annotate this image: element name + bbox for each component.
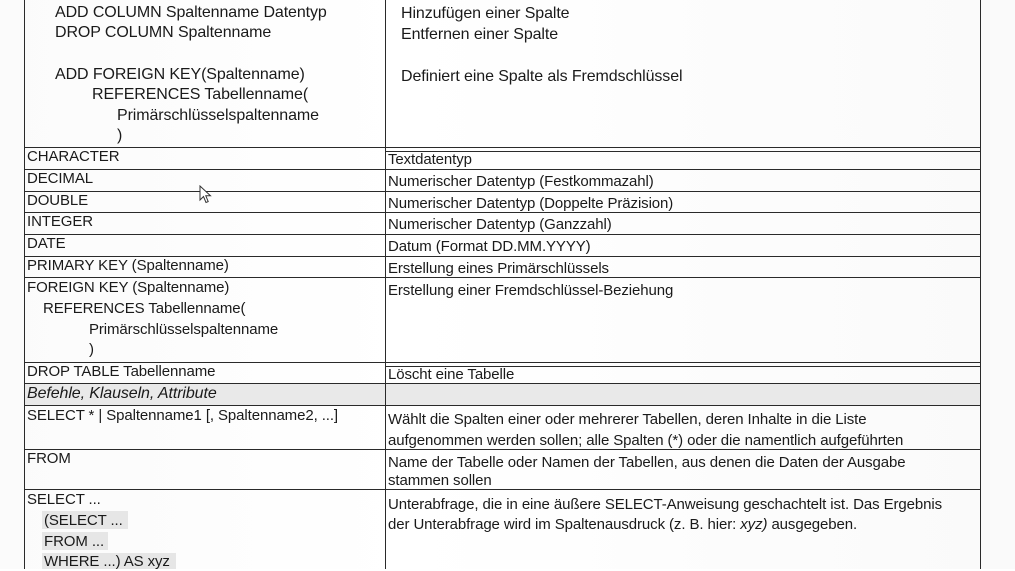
row-line [24, 489, 981, 490]
foreign-key-references: REFERENCES Tabellenname( [43, 300, 246, 317]
subquery-desc-text: der Unterabfrage wird im Spaltenausdruck (z. B. hier: [388, 516, 741, 533]
row-integer-desc: Numerischer Datentyp (Ganzzahl) [388, 216, 612, 233]
row-line [24, 147, 981, 148]
subquery-desc-alias: xyz) [740, 516, 768, 533]
section-header: Befehle, Klauseln, Attribute [27, 385, 217, 402]
row-line [24, 405, 981, 406]
subquery-desc-line-1: Unterabfrage, die in eine äußere SELECT-Anweisung geschachtelt ist. Das Ergebnis [388, 496, 942, 513]
row-character-desc: Textdatentyp [388, 151, 472, 168]
alter-add-foreign-key: ADD FOREIGN KEY(Spaltenname) [55, 66, 305, 83]
drop-table-desc: Löscht eine Tabelle [388, 366, 515, 383]
row-line [24, 169, 981, 170]
alter-drop-column: DROP COLUMN Spaltenname [55, 24, 272, 41]
alter-drop-column-desc: Entfernen einer Spalte [401, 26, 559, 43]
row-primary-key: PRIMARY KEY (Spaltenname) [27, 257, 229, 274]
alter-add-column-desc: Hinzufügen einer Spalte [401, 5, 570, 22]
row-decimal: DECIMAL [27, 170, 93, 187]
row-line [24, 234, 981, 235]
row-double: DOUBLE [27, 192, 89, 209]
subquery-where: WHERE ...) AS xyz [44, 553, 170, 570]
row-double-desc: Numerischer Datentyp (Doppelte Präzision) [388, 195, 674, 212]
alter-primary-key-column: Primärschlüsselspaltenname [117, 107, 319, 124]
row-primary-key-desc: Erstellung eines Primärschlüssels [388, 260, 609, 277]
subquery-desc-line-2 [388, 516, 857, 534]
foreign-key-primary-column: Primärschlüsselspaltenname [89, 321, 279, 338]
subquery-desc-end: ausgegeben. [767, 516, 858, 533]
foreign-key-desc: Erstellung einer Fremdschlüssel-Beziehung [388, 282, 674, 299]
select-desc-line-2: aufgenommen werden sollen; alle Spalten (*) oder die namentlich aufgeführten [388, 432, 904, 449]
subquery-from: FROM ... [44, 533, 105, 550]
row-line [385, 151, 981, 152]
from-desc-line-2: stammen sollen [388, 472, 492, 489]
subquery-outer-select: SELECT ... [27, 491, 101, 508]
select-desc-line-1: Wählt die Spalten einer oder mehrerer Tabellen, deren Inhalte in die Liste [388, 411, 867, 428]
foreign-key-close-paren: ) [89, 341, 94, 358]
row-line [24, 191, 981, 192]
table-border-right [980, 0, 981, 569]
alter-close-paren: ) [117, 127, 123, 144]
alter-foreign-key-desc: Definiert eine Spalte als Fremdschlüssel [401, 68, 683, 85]
from-desc-line-1: Name der Tabelle oder Namen der Tabellen, aus denen die Daten der Ausgabe [388, 454, 906, 471]
table-border-left [24, 0, 25, 569]
foreign-key-line: FOREIGN KEY (Spaltenname) [27, 279, 230, 296]
alter-add-column: ADD COLUMN Spaltenname Datentyp [55, 4, 327, 21]
row-character: CHARACTER [27, 148, 120, 165]
drop-table: DROP TABLE Tabellenname [27, 363, 216, 380]
row-date-desc: Datum (Format DD.MM.YYYY) [388, 238, 591, 255]
alter-references: REFERENCES Tabellenname( [92, 86, 309, 103]
row-integer: INTEGER [27, 213, 93, 230]
subquery-inner-select: (SELECT ... [44, 512, 123, 529]
row-decimal-desc: Numerischer Datentyp (Festkommazahl) [388, 173, 654, 190]
from-keyword: FROM [27, 450, 71, 467]
column-divider [385, 0, 386, 569]
select-syntax: SELECT * | Spaltenname1 [, Spaltenname2, ...] [27, 407, 338, 424]
mouse-cursor-icon [199, 185, 213, 205]
row-date: DATE [27, 235, 66, 252]
